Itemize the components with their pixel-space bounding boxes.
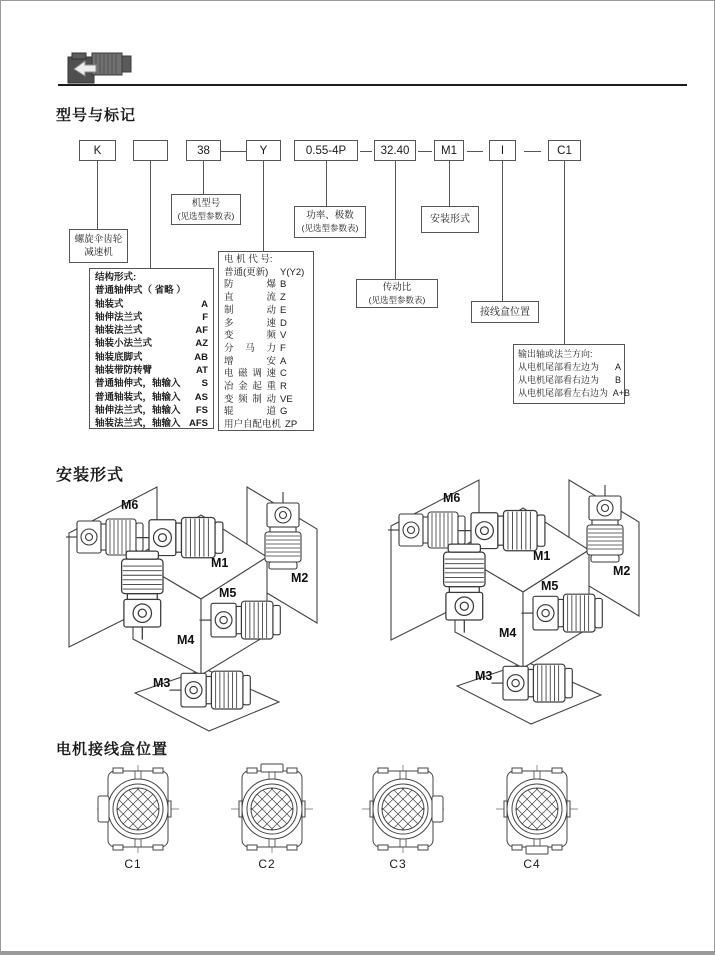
motor-code-row: 防爆 B [224, 279, 287, 291]
callout-model-no [171, 194, 241, 225]
code-box-size: 38 [186, 140, 221, 161]
junction-box-left [98, 796, 109, 822]
gearmotor-photo [66, 45, 138, 85]
structure-row: 轴装法兰式，轴输入 AFS [95, 418, 208, 430]
junction-box-right [432, 796, 443, 822]
direction-row: 从电机尾部看左边为 A [518, 362, 622, 372]
callout-text: 安装形式 [430, 214, 470, 225]
connector-line [150, 161, 151, 268]
junction-label-c2: C2 [258, 857, 276, 871]
junction-label-c3: C3 [389, 857, 407, 871]
motor-code-row: 用户自配电机 ZP [224, 419, 298, 431]
code-box-ratio: 32.40 [374, 140, 416, 161]
motor-code-row: 制动 E [224, 304, 287, 316]
header-divider [58, 84, 687, 86]
structure-row: 普通轴伸式，轴输入 S [95, 378, 208, 390]
motor-code-title: 电 机 代 号: [224, 254, 273, 265]
motor-code-row: 多速 D [224, 317, 287, 329]
structure-row: 轴装带防转臂 AT [95, 365, 208, 377]
junction-label-c1: C1 [124, 857, 142, 871]
callout-text: 减速机 [84, 247, 113, 258]
code-box-power: 0.55-4P [294, 140, 358, 161]
connector-line [360, 151, 372, 152]
junction-label-c4: C4 [523, 857, 541, 871]
structure-row: 轴装小法兰式 AZ [95, 338, 208, 350]
motor-code-row: 冶金起重 R [224, 381, 287, 393]
section-title-mounting: 安装形式 [56, 467, 125, 484]
structure-row: 普通轴装式，轴输入 AS [95, 391, 208, 403]
connector-line [449, 161, 450, 206]
connector-line [564, 161, 565, 344]
direction-title: 输出轴或法兰方向: [518, 349, 593, 359]
callout-ratio [356, 279, 438, 308]
callout-terminal-box [471, 301, 539, 323]
structure-title: 结构形式: [95, 272, 137, 283]
junction-view-c1 [96, 763, 180, 855]
code-box-k: K [79, 140, 116, 161]
callout-text: 功率、极数 [306, 210, 354, 221]
motor-code-row: 分马力 F [224, 342, 286, 354]
code-box-blank [133, 140, 168, 161]
code-box-mount: M1 [434, 140, 464, 161]
connector-line [395, 161, 396, 279]
connector-line [502, 161, 503, 301]
connector-line [97, 161, 98, 229]
direction-row: 从电机尾部看右边为 B [518, 375, 622, 385]
connector-line [524, 151, 541, 152]
structure-row: 轴伸法兰式 F [95, 311, 208, 323]
callout-reducer-name [69, 229, 128, 263]
structure-row: 轴装式 A [95, 298, 208, 310]
junction-view-c4 [495, 763, 579, 855]
motor-code-row: 直流 Z [224, 292, 286, 304]
code-box-i: I [489, 140, 516, 161]
motor-code-row: 普通(更新) Y(Y2) [224, 266, 305, 278]
callout-text: 接线盒位置 [480, 306, 530, 318]
junction-box-top [261, 764, 283, 772]
junction-view-c3 [361, 763, 445, 855]
structure-row: 轴装底脚式 AB [95, 351, 208, 363]
section-title-junction-box: 电机接线盒位置 [56, 741, 169, 758]
motor-code-row: 变频制动 VE [224, 393, 293, 405]
code-box-c1: C1 [548, 140, 581, 161]
mounting-diagram-left [59, 485, 357, 735]
junction-box-bottom [526, 846, 548, 854]
motor-code-row: 电磁调速 C [224, 368, 287, 380]
motor-code-row: 辊道 G [224, 406, 288, 418]
structure-row: 轴装法兰式 AF [95, 325, 208, 337]
motor-code-row: 增安 A [224, 355, 287, 367]
connector-line [467, 151, 483, 152]
callout-text: 机型号 [191, 197, 221, 209]
connector-line [418, 151, 432, 152]
callout-mounting [421, 206, 479, 233]
junction-view-c2 [230, 763, 314, 855]
structure-row: 普通轴伸式（ 省略 ） [95, 285, 186, 297]
mounting-diagram-right [381, 478, 679, 728]
connector-line [263, 161, 264, 251]
callout-power-poles [294, 206, 366, 238]
motor-code-box [218, 251, 314, 431]
callout-text: (见选型参数表) [177, 210, 235, 221]
callout-text: (见选型参数表) [368, 294, 426, 305]
callout-text: 螺旋伞齿轮 [74, 234, 123, 245]
connector-line [203, 161, 204, 194]
motor-code-row: 变频 V [224, 330, 287, 342]
direction-row: 从电机尾部看左右边为 A+B [518, 388, 631, 398]
connector-line [326, 161, 327, 206]
structure-form-box [89, 268, 214, 429]
structure-row: 轴伸法兰式，轴输入 FS [95, 404, 208, 416]
callout-text: (见选型参数表) [301, 223, 359, 233]
code-box-motor: Y [246, 140, 281, 161]
direction-box [513, 344, 631, 404]
callout-text: 传动比 [382, 281, 412, 293]
connector-line [221, 151, 246, 152]
section-title-model-marking: 型号与标记 [56, 107, 137, 124]
